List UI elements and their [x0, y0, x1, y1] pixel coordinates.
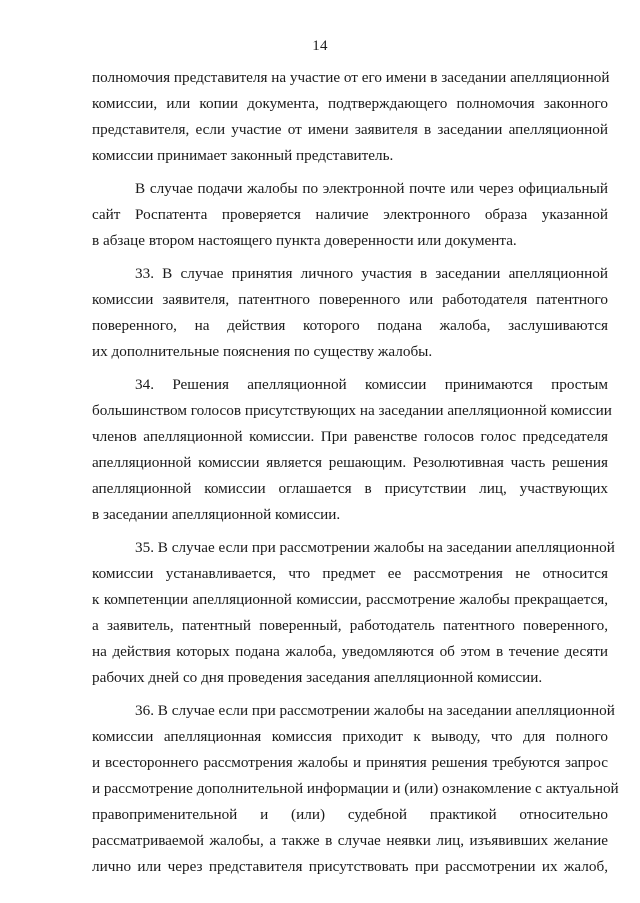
text-line: В случае подачи жалобы по электронной почте или через официальный: [135, 180, 608, 197]
text-line: и всестороннего рассмотрения жалобы и принятия решения требуются запрос: [92, 754, 608, 771]
text-line: рассматриваемой жалобы, а также в случае неявки лиц, изъявивших желание: [92, 832, 608, 849]
text-line: поверенного, на действия которого подана жалоба, заслушиваются: [92, 317, 608, 334]
paragraph-33: [92, 261, 608, 365]
text-line: комиссии, или копии документа, подтверждающего полномочия законного: [92, 95, 608, 112]
text-line: 33. В случае принятия личного участия в заседании апелляционной: [135, 265, 608, 282]
text-line: правоприменительной и (или) судебной практикой относительно: [92, 806, 608, 823]
text-line: на действия которых подана жалоба, уведомляются об этом в течение десяти: [92, 643, 608, 660]
page-number: 14: [312, 38, 328, 54]
text-line: 35. В случае если при рассмотрении жалобы на заседании апелляционной: [135, 539, 615, 556]
text-line: в абзаце втором настоящего пункта доверенности или документа.: [92, 232, 517, 249]
paragraph-34: [92, 372, 612, 528]
text-line: а заявитель, патентный поверенный, работодатель патентного поверенного,: [92, 617, 608, 634]
text-line: представителя, если участие от имени заявителя в заседании апелляционной: [92, 121, 608, 138]
text-line: апелляционной комиссии оглашается в присутствии лиц, участвующих: [92, 480, 608, 497]
text-line: 34. Решения апелляционной комиссии принимаются простым: [135, 376, 608, 393]
paragraph-35: [92, 535, 615, 691]
text-line: к компетенции апелляционной комиссии, рассмотрение жалобы прекращается,: [92, 591, 608, 608]
text-line: рабочих дней со дня проведения заседания апелляционной комиссии.: [92, 669, 543, 686]
text-line: полномочия представителя на участие от его имени в заседании апелляционной: [92, 69, 610, 86]
text-line: апелляционной комиссии является решающим. Резолютивная часть решения: [92, 454, 608, 471]
text-line: их дополнительные пояснения по существу жалобы.: [92, 343, 433, 360]
text-line: членов апелляционной комиссии. При равенстве голосов голос председателя: [92, 428, 608, 445]
text-line: 36. В случае если при рассмотрении жалобы на заседании апелляционной: [135, 702, 615, 719]
text-line: комиссии устанавливается, что предмет ее рассмотрения не относится: [92, 565, 608, 582]
text-line: комиссии апелляционная комиссия приходит к выводу, что для полного: [92, 728, 608, 745]
text-line: сайт Роспатента проверяется наличие электронного образа указанной: [92, 206, 608, 223]
text-line: в заседании апелляционной комиссии.: [92, 506, 341, 523]
text-line: лично или через представителя присутствовать при рассмотрении их жалоб,: [92, 858, 608, 875]
text-line: комиссии принимает законный представитель.: [92, 147, 394, 164]
text-line: и рассмотрение дополнительной информации и (или) ознакомление с актуальной: [92, 780, 619, 797]
paragraph-36: [92, 698, 619, 880]
text-line: большинством голосов присутствующих на заседании апелляционной комиссии: [92, 402, 612, 419]
paragraph: [92, 176, 608, 254]
text-line: комиссии заявителя, патентного поверенного или работодателя патентного: [92, 291, 608, 308]
document-body: [92, 65, 619, 880]
paragraph: [92, 65, 608, 169]
